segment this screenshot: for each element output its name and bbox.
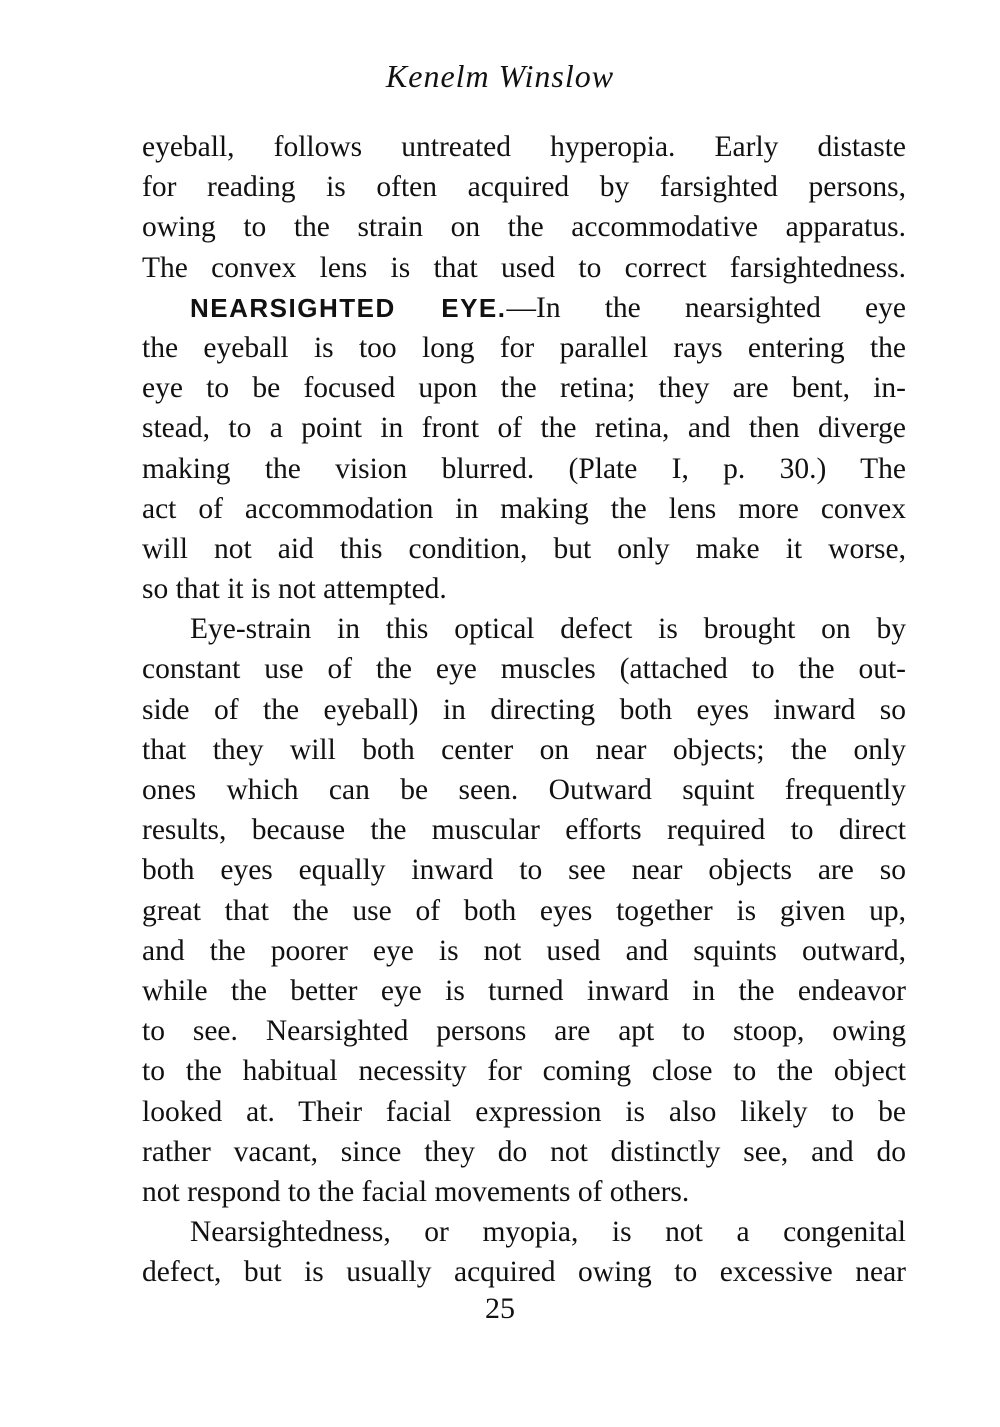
text-line: Eye-strain in this optical defect is brought on by [190,613,906,646]
text-line: defect, but is usually acquired owing to excessive near [142,1256,906,1289]
text-line: to the habitual necessity for coming close to the object [142,1055,906,1088]
text-line: for reading is often acquired by farsighted persons, [142,171,906,204]
text-line: great that the use of both eyes together is given up, [142,894,906,927]
text-line: the eyeball is too long for parallel rays entering the [142,331,906,364]
text-line: will not aid this condition, but only make it worse, [142,532,906,565]
paragraph [142,609,906,1212]
paragraph [142,1212,906,1292]
paragraph [142,127,906,288]
text-line: eye to be focused upon the retina; they are bent, in- [142,372,906,405]
section-heading: NEARSIGHTED EYE. [190,292,507,323]
text-line: not respond to the facial movements of others. [142,1175,690,1208]
text-line: Nearsightedness, or myopia, is not a congenital [190,1216,906,1249]
page-number: 25 [485,1292,515,1325]
text-line: stead, to a point in front of the retina, and then diverge [142,412,906,445]
text-line: while the better eye is turned inward in the endeavor [142,974,906,1007]
text-line: act of accommodation in making the lens more convex [142,492,906,525]
text-line: rather vacant, since they do not distinctly see, and do [142,1135,906,1168]
text-line: side of the eyeball) in directing both eyes inward so [142,693,906,726]
text-run: —In the nearsighted eye [506,291,906,324]
text-line: The convex lens is that used to correct farsightedness. [142,251,906,284]
text-line: eyeball, follows untreated hyperopia. Early distaste [142,131,906,163]
body-text [142,127,906,1292]
text-line: and the poorer eye is not used and squints outward, [142,934,906,967]
text-line: constant use of the eye muscles (attached to the out- [142,653,906,686]
paragraph [142,288,906,610]
text-line: to see. Nearsighted persons are apt to stoop, owing [142,1015,906,1048]
text-line [142,288,906,328]
running-head: Kenelm Winslow [385,58,615,94]
text-line: looked at. Their facial expression is also likely to be [142,1095,906,1128]
text-line: both eyes equally inward to see near objects are so [142,854,906,887]
text-line: that they will both center on near objects; the only [142,733,906,766]
text-line: owing to the strain on the accommodative apparatus. [142,211,906,244]
text-line: making the vision blurred. (Plate I, p. 30.) The [142,452,906,485]
text-line: so that it is not attempted. [142,573,447,606]
text-line: results, because the muscular efforts required to direct [142,814,906,847]
text-line: ones which can be seen. Outward squint frequently [142,774,906,806]
